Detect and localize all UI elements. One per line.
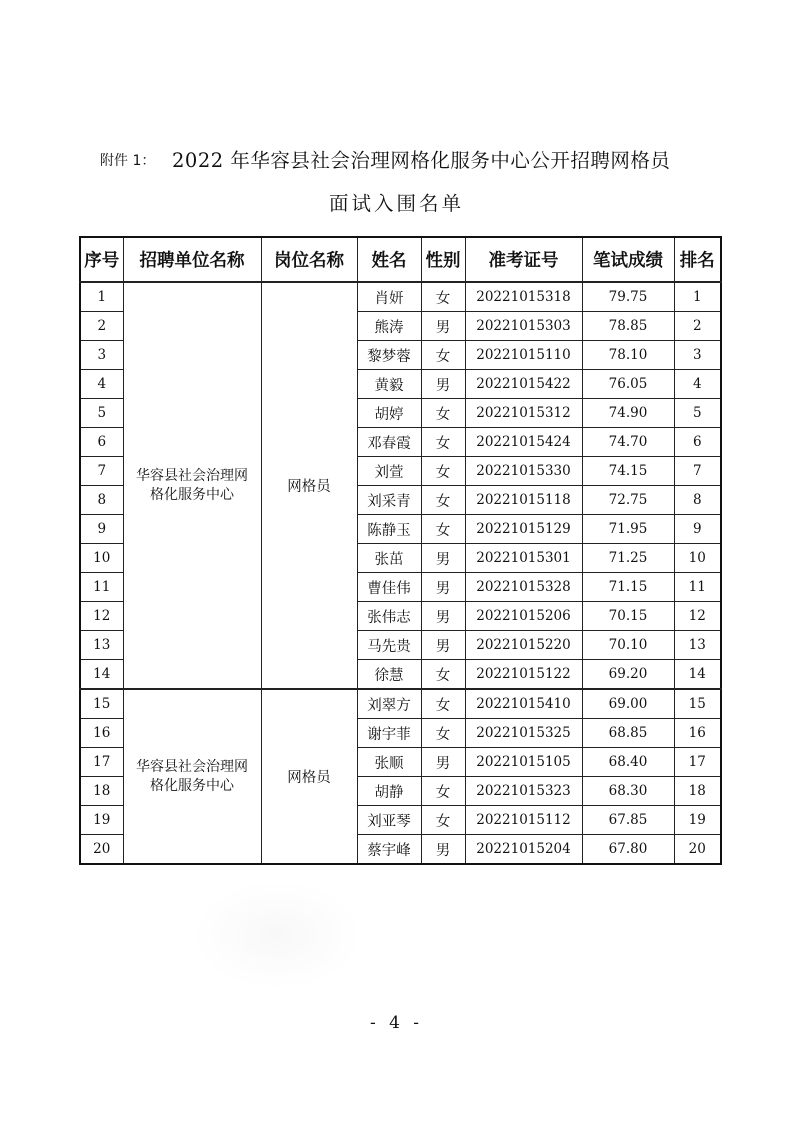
cell-rank: 2: [674, 312, 721, 341]
table-body: [80, 282, 721, 864]
cell-exam-id: 20221015112: [465, 806, 582, 835]
column-header-gender: 性别: [421, 237, 465, 282]
cell-no: 14: [80, 660, 123, 690]
cell-gender: 女: [421, 399, 465, 428]
column-header-exam-id: 准考证号: [465, 237, 582, 282]
cell-name: 刘萱: [357, 457, 421, 486]
cell-name: 蔡宇峰: [357, 835, 421, 865]
cell-name: 黎梦蓉: [357, 341, 421, 370]
cell-gender: 女: [421, 806, 465, 835]
cell-gender: 女: [421, 282, 465, 312]
document-title: 2022 年华容县社会治理网格化服务中心公开招聘网格员: [172, 149, 671, 172]
cell-exam-id: 20221015323: [465, 777, 582, 806]
cell-name: 肖妍: [357, 282, 421, 312]
cell-rank: 10: [674, 544, 721, 573]
cell-gender: 女: [421, 660, 465, 690]
cell-name: 曹佳伟: [357, 573, 421, 602]
column-header-name: 姓名: [357, 237, 421, 282]
cell-gender: 女: [421, 428, 465, 457]
cell-name: 刘翠方: [357, 689, 421, 719]
cell-name: 张茁: [357, 544, 421, 573]
column-header-rank: 排名: [674, 237, 721, 282]
cell-name: 胡静: [357, 777, 421, 806]
cell-score: 71.15: [582, 573, 674, 602]
cell-rank: 19: [674, 806, 721, 835]
cell-gender: 女: [421, 515, 465, 544]
cell-no: 5: [80, 399, 123, 428]
cell-score: 79.75: [582, 282, 674, 312]
column-header-unit: 招聘单位名称: [123, 237, 261, 282]
cell-gender: 男: [421, 544, 465, 573]
cell-exam-id: 20221015325: [465, 719, 582, 748]
cell-rank: 3: [674, 341, 721, 370]
cell-name: 陈静玉: [357, 515, 421, 544]
cell-gender: 男: [421, 631, 465, 660]
cell-score: 72.75: [582, 486, 674, 515]
cell-exam-id: 20221015424: [465, 428, 582, 457]
table-row: [80, 689, 721, 719]
cell-name: 黄毅: [357, 370, 421, 399]
cell-rank: 4: [674, 370, 721, 399]
cell-score: 68.40: [582, 748, 674, 777]
cell-no: 3: [80, 341, 123, 370]
cell-rank: 5: [674, 399, 721, 428]
attachment-label: 附件 1：: [100, 153, 156, 169]
page-number: - 4 -: [369, 1013, 424, 1033]
column-header-no: 序号: [80, 237, 123, 282]
cell-exam-id: 20221015204: [465, 835, 582, 865]
cell-exam-id: 20221015328: [465, 573, 582, 602]
cell-no: 15: [80, 689, 123, 719]
cell-rank: 18: [674, 777, 721, 806]
cell-name: 刘亚琴: [357, 806, 421, 835]
cell-gender: 男: [421, 573, 465, 602]
cell-exam-id: 20221015312: [465, 399, 582, 428]
cell-exam-id: 20221015410: [465, 689, 582, 719]
cell-gender: 男: [421, 370, 465, 399]
cell-gender: 男: [421, 835, 465, 865]
cell-gender: 男: [421, 748, 465, 777]
cell-score: 69.20: [582, 660, 674, 690]
cell-gender: 女: [421, 486, 465, 515]
cell-name: 谢宇菲: [357, 719, 421, 748]
cell-name: 张伟志: [357, 602, 421, 631]
cell-exam-id: 20221015318: [465, 282, 582, 312]
cell-no: 16: [80, 719, 123, 748]
cell-no: 6: [80, 428, 123, 457]
cell-rank: 11: [674, 573, 721, 602]
cell-score: 78.10: [582, 341, 674, 370]
cell-name: 徐慧: [357, 660, 421, 690]
cell-no: 7: [80, 457, 123, 486]
cell-unit: 华容县社会治理网格化服务中心: [123, 689, 261, 864]
cell-rank: 7: [674, 457, 721, 486]
cell-exam-id: 20221015303: [465, 312, 582, 341]
faint-stamp: [192, 880, 362, 990]
cell-rank: 9: [674, 515, 721, 544]
cell-name: 邓春霞: [357, 428, 421, 457]
cell-score: 78.85: [582, 312, 674, 341]
cell-name: 刘采青: [357, 486, 421, 515]
cell-position: 网格员: [261, 282, 357, 689]
cell-rank: 1: [674, 282, 721, 312]
cell-exam-id: 20221015220: [465, 631, 582, 660]
cell-gender: 女: [421, 719, 465, 748]
cell-gender: 男: [421, 312, 465, 341]
cell-rank: 15: [674, 689, 721, 719]
cell-no: 9: [80, 515, 123, 544]
table-header-row: [80, 237, 721, 282]
cell-score: 74.15: [582, 457, 674, 486]
cell-gender: 女: [421, 777, 465, 806]
cell-no: 13: [80, 631, 123, 660]
cell-rank: 20: [674, 835, 721, 865]
cell-exam-id: 20221015129: [465, 515, 582, 544]
interview-list-table: [79, 236, 722, 865]
cell-score: 68.30: [582, 777, 674, 806]
cell-exam-id: 20221015330: [465, 457, 582, 486]
cell-score: 69.00: [582, 689, 674, 719]
cell-exam-id: 20221015118: [465, 486, 582, 515]
cell-no: 10: [80, 544, 123, 573]
cell-no: 20: [80, 835, 123, 865]
document-subtitle: 面试入围名单: [328, 192, 464, 215]
cell-no: 11: [80, 573, 123, 602]
cell-gender: 女: [421, 457, 465, 486]
cell-score: 71.25: [582, 544, 674, 573]
cell-gender: 女: [421, 341, 465, 370]
cell-rank: 17: [674, 748, 721, 777]
cell-name: 胡婷: [357, 399, 421, 428]
cell-rank: 16: [674, 719, 721, 748]
cell-rank: 13: [674, 631, 721, 660]
cell-rank: 12: [674, 602, 721, 631]
cell-name: 马先贵: [357, 631, 421, 660]
cell-score: 76.05: [582, 370, 674, 399]
cell-no: 19: [80, 806, 123, 835]
cell-rank: 8: [674, 486, 721, 515]
cell-score: 74.90: [582, 399, 674, 428]
cell-score: 74.70: [582, 428, 674, 457]
cell-score: 70.10: [582, 631, 674, 660]
cell-score: 67.80: [582, 835, 674, 865]
column-header-position: 岗位名称: [261, 237, 357, 282]
cell-exam-id: 20221015206: [465, 602, 582, 631]
cell-gender: 男: [421, 602, 465, 631]
cell-position: 网格员: [261, 689, 357, 864]
cell-exam-id: 20221015122: [465, 660, 582, 690]
table-row: [80, 282, 721, 312]
cell-name: 张顺: [357, 748, 421, 777]
cell-no: 12: [80, 602, 123, 631]
cell-score: 70.15: [582, 602, 674, 631]
cell-no: 2: [80, 312, 123, 341]
cell-exam-id: 20221015105: [465, 748, 582, 777]
cell-exam-id: 20221015110: [465, 341, 582, 370]
cell-score: 71.95: [582, 515, 674, 544]
cell-exam-id: 20221015422: [465, 370, 582, 399]
cell-exam-id: 20221015301: [465, 544, 582, 573]
cell-no: 1: [80, 282, 123, 312]
cell-no: 4: [80, 370, 123, 399]
column-header-score: 笔试成绩: [582, 237, 674, 282]
cell-no: 17: [80, 748, 123, 777]
cell-rank: 6: [674, 428, 721, 457]
cell-no: 18: [80, 777, 123, 806]
cell-unit: 华容县社会治理网格化服务中心: [123, 282, 261, 689]
cell-score: 67.85: [582, 806, 674, 835]
cell-gender: 女: [421, 689, 465, 719]
cell-name: 熊涛: [357, 312, 421, 341]
cell-rank: 14: [674, 660, 721, 690]
cell-no: 8: [80, 486, 123, 515]
cell-score: 68.85: [582, 719, 674, 748]
